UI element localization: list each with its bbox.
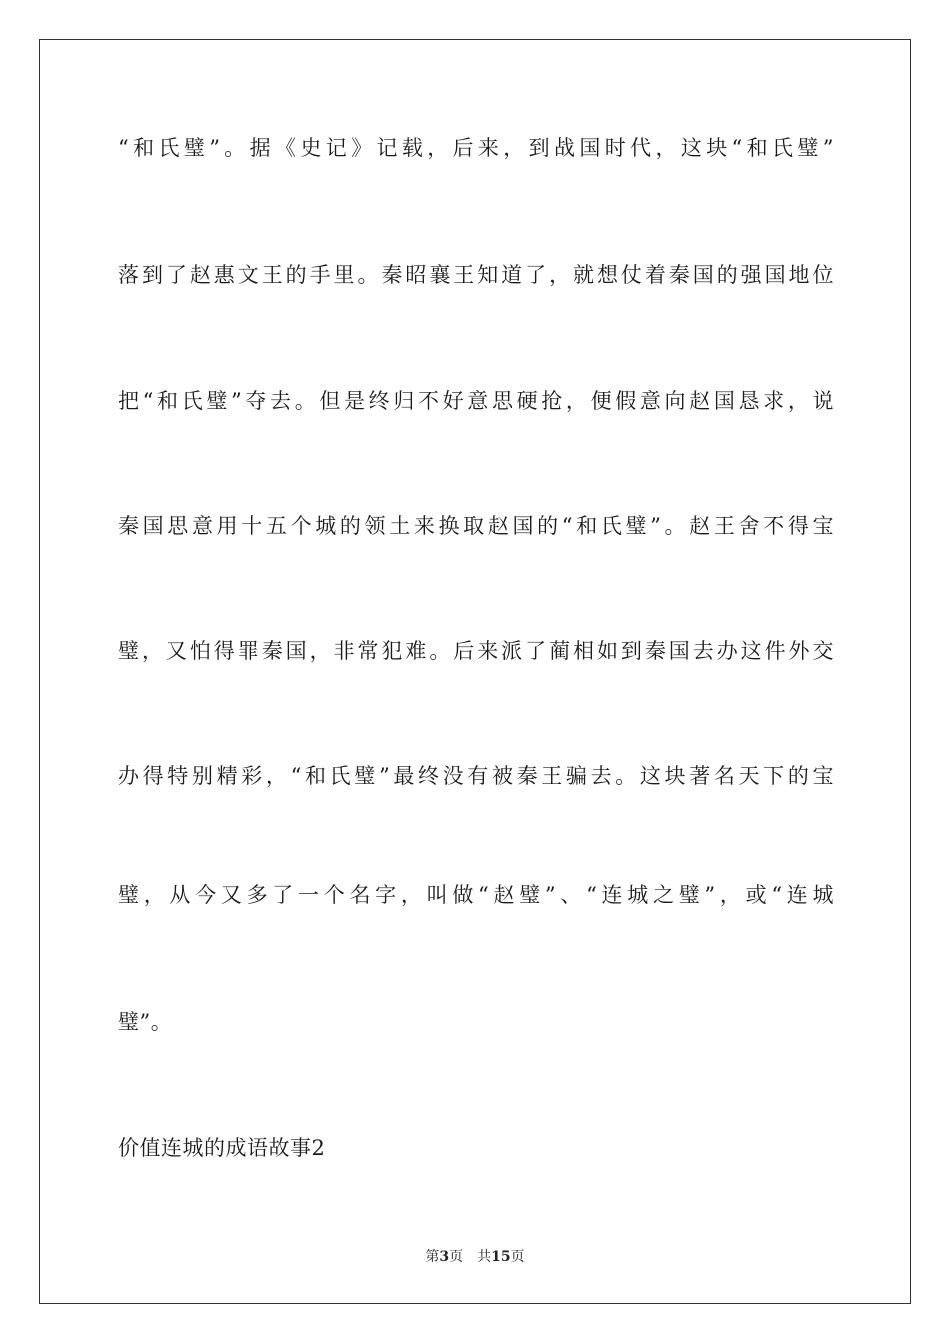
body-line-6: 办得特别精彩，“和氏璧”最终没有被秦王骗去。这块著名天下的宝 bbox=[118, 764, 834, 788]
body-line-5: 璧，又怕得罪秦国，非常犯难。后来派了蔺相如到秦国去办这件外交 bbox=[118, 639, 834, 663]
body-line-1: “和氏璧”。据《史记》记载，后来，到战国时代，这块“和氏璧” bbox=[118, 136, 834, 160]
page-prefix: 第 bbox=[425, 1249, 440, 1265]
total-prefix: 共 bbox=[477, 1249, 492, 1265]
body-line-3: 把“和氏璧”夺去。但是终归不好意思硬抢，便假意向赵国恳求，说 bbox=[118, 389, 834, 413]
total-pages: 15 bbox=[491, 1249, 511, 1265]
body-line-8: 璧”。 bbox=[118, 1010, 173, 1034]
page-border bbox=[39, 39, 911, 1304]
total-suffix: 页 bbox=[510, 1249, 525, 1265]
body-line-7: 璧，从今又多了一个名字，叫做“赵璧”、“连城之璧”，或“连城 bbox=[118, 883, 834, 907]
body-line-4: 秦国思意用十五个城的领土来换取赵国的“和氏璧”。赵王舍不得宝 bbox=[118, 514, 834, 538]
body-line-2: 落到了赵惠文王的手里。秦昭襄王知道了，就想仗着秦国的强国地位 bbox=[118, 263, 834, 287]
page-number: 3 bbox=[439, 1249, 450, 1265]
page-suffix: 页 bbox=[449, 1249, 464, 1265]
section-heading: 价值连城的成语故事2 bbox=[118, 1136, 326, 1160]
page-footer bbox=[0, 1248, 950, 1266]
